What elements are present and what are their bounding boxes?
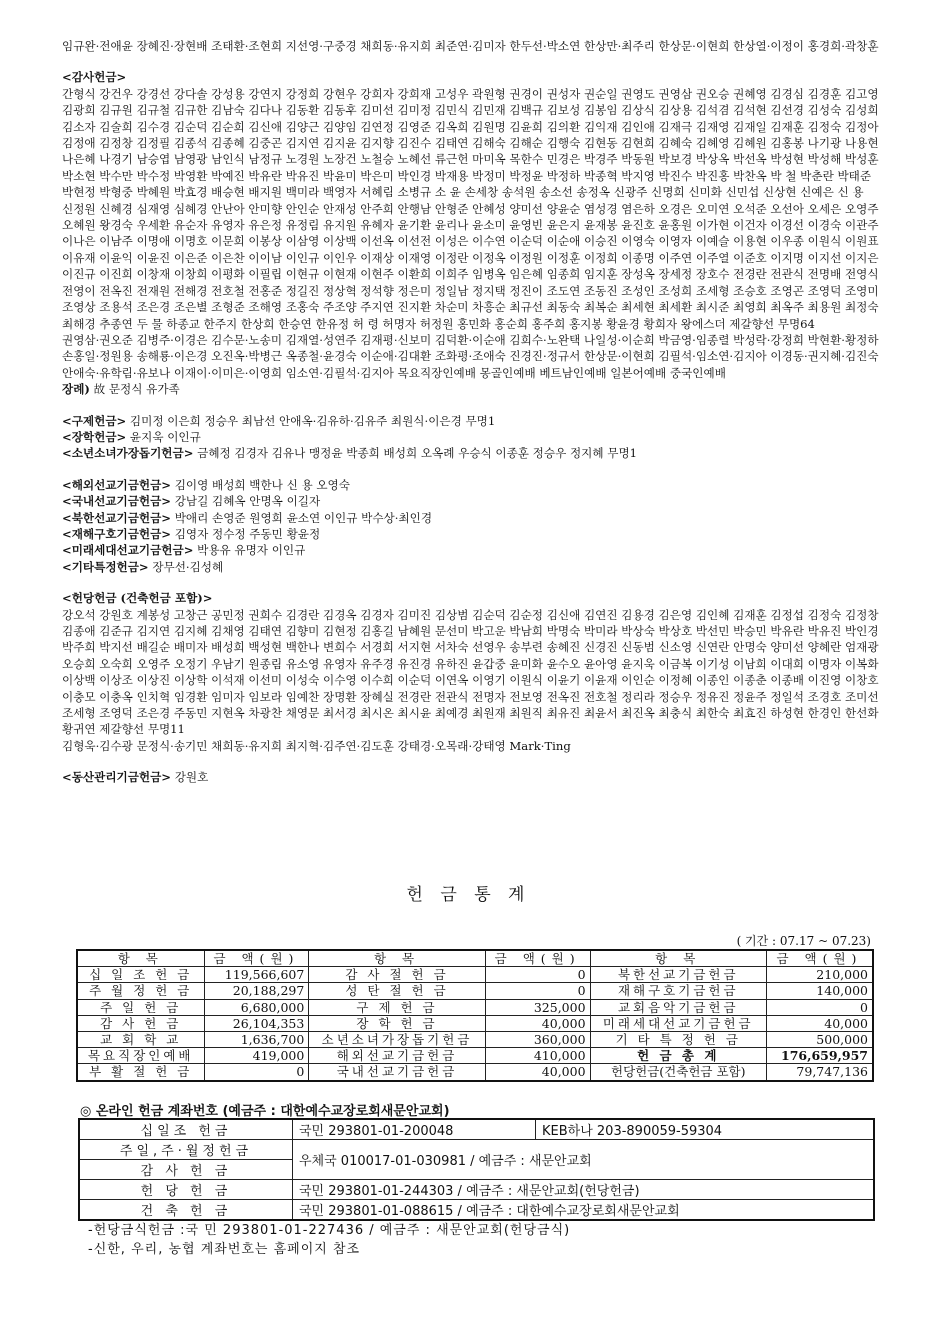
item-cell: 국내선교기금헌금 xyxy=(309,1064,485,1081)
table-row xyxy=(77,1031,873,1047)
item-cell: 교 회 학 교 xyxy=(77,1031,204,1047)
amount-cell: 0 xyxy=(204,1064,309,1081)
fund-text: 김영자 정수정 주동민 황윤정 xyxy=(174,526,321,541)
group-label: <장학헌금> xyxy=(62,429,127,444)
account-item: 건 축 헌 금 xyxy=(79,1200,293,1221)
column-header: 금 액(원) xyxy=(485,950,590,967)
funeral-text: 故 문정식 유가족 xyxy=(93,382,180,397)
group-line xyxy=(62,445,882,461)
table-row xyxy=(77,999,873,1015)
item-cell: 해외선교기금헌금 xyxy=(309,1048,485,1064)
amount-cell: 500,000 xyxy=(766,1031,873,1047)
account-number: 국민 293801-01-244303 / 예금주 : 새문안교회(헌당헌금) xyxy=(293,1180,875,1200)
account-row xyxy=(79,1140,874,1160)
fund-label: <재해구호기금헌금> xyxy=(62,526,172,541)
group-label: <구제헌금> xyxy=(62,413,127,428)
gamsa-names: 간형식 강건우 강경선 강다솔 강성용 강연지 강정희 강현우 강희자 강희재 고성우 곽원형 권경이 권성자 권순일 권영도 권영삼 권오승 권혜영 김경심 김경훈 김고영 김광희 김규원 김규철 김규한 김남숙 김다나 김동환 김동후 김미선 김미정 김민식 김민재 김백규 김보성 김봉임 김상식 김상용 김석겸 김석현 김선경 김성숙 김성희 김소자 김술희 김수경 김순덕 김순희 김신애 김양근 김양임 김연정 김영준 김옥희 김원명 김윤희 김의환 김익재 김인애 김재극 김재영 김재일 김재훈 김정숙 김정아 김정애 김정창 김정필 김종석 김종혜 김중곤 김지연 김지윤 김지향 김진수 김태연 김해숙 김해순 김행숙 김현동 김현희 김혜숙 김혜영 김혜원 김홍봉 나기광 나용현 나은혜 나경기 남승엽 남영광 남인식 남정규 노경원 노장건 노철승 노혜선 류근헌 마미옥 목한수 민경은 박경주 박동원 박보경 박상옥 박선옥 박성현 박성해 박성훈 박소현 박수만 박수정 박영환 박예진 박유란 박유진 박윤미 박은미 박인경 박재용 박정미 박정윤 박정하 박종혁 박지영 박진수 박진홍 박찬옥 박 철 박춘란 박태준 박현정 박형중 박혜원 박효경 배승현 배지원 백미라 백영자 서혜림 소병규 소 윤 손세창 송석원 송소선 송정옥 신광주 신명희 신미화 신민섭 신상현 신예은 신 용 신정원 신혜경 심재영 심혜경 안난아 안미향 안인순 안재성 안주희 안행남 안형준 안혜성 양미선 양윤순 염성경 염은하 오경은 오미연 오석준 오선아 오세은 오영주 오혜원 왕경숙 우세환 유순자 유영자 유은정 유정림 유지원 유혜자 윤기환 윤리나 윤소미 윤영빈 윤은지 윤재봉 윤진호 윤홍원 이가현 이건자 이경선 이경숙 이관주 이나은 이남주 이명애 이명호 이문희 이봉상 이삼영 이상백 이선옥 이선전 이성은 이수연 이순덕 이순애 이승진 이영숙 이영자 이예슬 이용현 이우종 이원식 이원표 이유재 이윤익 이윤진 이은준 이은찬 이이남 이인규 이인우 이재상 이재영 이정란 이정옥 이정원 이정훈 이정희 이종명 이주연 이주열 이준호 이지명 이지선 이지은 이진규 이진희 이창재 이창희 이평화 이필립 이현규 이현재 이현주 이환희 이희주 임병옥 임은혜 임종희 임지훈 장성옥 장세정 장호수 전경란 전관식 전명배 전영식 전영이 전옥진 전재원 전해경 전호철 전홍준 정길진 정상혁 정석향 정은미 정일남 정지택 정진이 조도연 조동진 조성인 조성희 조세형 조승호 조영곤 조영덕 조영미 조영상 조용석 조은경 조은별 조형준 조해영 조홍숙 주조양 주지연 진지환 차순미 차흥순 최규선 최동숙 최복순 최세현 최세환 최시준 최영희 최옥주 최용원 최정숙 최해경 추종연 두 물 하종교 한주지 한상희 한승연 한유정 허 령 허명자 허정원 홍민화 홍순희 홍주희 홍지봉 황윤경 황희자 왕에스더 제갈향선 무명64 xyxy=(62,86,879,331)
column-header: 금 액(원) xyxy=(204,950,309,967)
gamsa-couples: 권영삼·권오준 김병주·이경은 김수문·노송미 김재열·성연주 김재평·신보미 김덕환·이순애 김희수·노완택 나일성·이순희 박금영·임종렬 박성락·강정희 박현환·황정하 손홍일·정원용 송해룡·이은경 오진옥·박병근 옥종철·윤경숙 이순애·김대환 조화평·조애숙 진경진·정규서 한상문·이현희 김필석·임소연·김지아 이경동·권지혜·김진숙 안애숙·유학림·유보나 이재이·이미은·이영희 임소연·김필석·김지아 목요직장인예배 몽골인예배 베트남인예배 일본어예배 중국인예배 xyxy=(62,332,879,380)
amount-cell: 410,000 xyxy=(485,1048,590,1064)
group-line xyxy=(62,413,882,429)
table-row xyxy=(77,1048,873,1064)
dongsan-section xyxy=(62,769,882,785)
group-text: 금혜정 김경자 김유나 맹정윤 박종희 배성희 오옥례 우승식 이종훈 정승우 정지혜 무명1 xyxy=(197,446,638,461)
offering-stats-table xyxy=(76,949,874,1082)
column-header: 항 목 xyxy=(309,950,485,967)
account-number: 국민 293801-01-200048 xyxy=(293,1119,536,1140)
fund-text: 김이영 배성희 백한나 신 용 오영숙 xyxy=(174,477,350,492)
table-row xyxy=(77,983,873,999)
fund-text: 장무선·김성혜 xyxy=(152,559,224,574)
account-item: 헌 당 헌 금 xyxy=(79,1180,293,1200)
group-line xyxy=(62,429,882,445)
fund-label: <국내선교기금헌금> xyxy=(62,494,172,509)
account-number: 우체국 010017-01-030981 / 예금주 : 새문안교회 xyxy=(293,1140,875,1180)
dongsan-text: 강원호 xyxy=(174,770,209,785)
amount-cell: 20,188,297 xyxy=(204,983,309,999)
column-header: 금 액(원) xyxy=(766,950,873,967)
column-header: 항 목 xyxy=(77,950,204,967)
fund-line xyxy=(62,510,882,526)
dongsan-line xyxy=(62,769,882,785)
account-row xyxy=(79,1200,874,1221)
amount-cell: 0 xyxy=(485,983,590,999)
amount-cell: 26,104,353 xyxy=(204,1015,309,1031)
column-header: 항 목 xyxy=(590,950,766,967)
item-cell: 구 제 헌 금 xyxy=(309,999,485,1015)
item-cell: 미래세대선교기금헌금 xyxy=(590,1015,766,1031)
account-note: -헌당금식헌금 :국 민 293801-01-227436 / 예금주 : 새문안교회(헌당금식) xyxy=(88,1223,571,1238)
offering-list xyxy=(62,38,882,786)
item-cell: 교회음악기금헌금 xyxy=(590,999,766,1015)
amount-cell: 360,000 xyxy=(485,1031,590,1047)
amount-cell: 119,566,607 xyxy=(204,967,309,983)
account-item: 십일조 헌금 xyxy=(79,1119,293,1140)
amount-cell: 6,680,000 xyxy=(204,999,309,1015)
online-account-title: ◎ 온라인 헌금 계좌번호 (예금주 : 대한예수교장로회새문안교회) xyxy=(80,1104,450,1119)
funeral-label: 장례) xyxy=(62,382,90,397)
account-number: 국민 293801-01-088615 / 예금주 : 대한예수교장로회새문안교회 xyxy=(293,1200,875,1221)
table-row xyxy=(77,967,873,983)
item-cell: 부 활 절 헌 금 xyxy=(77,1064,204,1081)
item-cell: 장 학 헌 금 xyxy=(309,1015,485,1031)
item-cell: 헌당헌금(건축헌금 포함) xyxy=(590,1064,766,1081)
account-note: -신한, 우리, 농협 계좌번호는 홈페이지 참조 xyxy=(88,1242,361,1257)
total-label-cell: 헌 금 총 계 xyxy=(590,1048,766,1064)
item-cell: 감 사 헌 금 xyxy=(77,1015,204,1031)
amount-cell: 419,000 xyxy=(204,1048,309,1064)
item-cell: 북한선교기금헌금 xyxy=(590,967,766,983)
total-amount-cell: 176,659,957 xyxy=(766,1048,873,1064)
account-item: 감 사 헌 금 xyxy=(79,1160,293,1180)
group-text: 윤지욱 이인규 xyxy=(129,429,201,444)
fund-text: 강남길 김혜옥 안명옥 이길자 xyxy=(174,494,321,509)
funds-section xyxy=(62,477,882,575)
heondang-section xyxy=(62,590,882,754)
item-cell: 주 월 정 헌 금 xyxy=(77,983,204,999)
amount-cell: 40,000 xyxy=(766,1015,873,1031)
item-cell: 소년소녀가장돕기헌금 xyxy=(309,1031,485,1047)
group-text: 김미정 이은희 정승우 최남선 안애옥·김유하·김유주 최원식·이은경 무명1 xyxy=(129,413,496,428)
item-cell: 감 사 절 헌 금 xyxy=(309,967,485,983)
intro-names: 임규완·전애윤 장혜진·장현배 조태환·조현희 지선영·구중경 채희동·유지희 최준연·김미자 한두선·박소연 한상만·최주리 한상문·이현희 한상열·이정이 홍경희·곽창훈 xyxy=(62,39,879,53)
group-label: <소년소녀가장돕기헌금> xyxy=(62,446,194,461)
fund-line xyxy=(62,559,882,575)
fund-label: <기타특정헌금> xyxy=(62,559,149,574)
fund-line xyxy=(62,526,882,542)
fund-line xyxy=(62,493,882,509)
funeral-line xyxy=(62,381,882,397)
stats-title: 헌 금 통 계 xyxy=(406,885,531,905)
account-table xyxy=(78,1118,875,1221)
groups-section xyxy=(62,413,882,462)
account-row xyxy=(79,1119,874,1140)
amount-cell: 0 xyxy=(766,999,873,1015)
amount-cell: 140,000 xyxy=(766,983,873,999)
amount-cell: 40,000 xyxy=(485,1015,590,1031)
item-cell: 성 탄 절 헌 금 xyxy=(309,983,485,999)
amount-cell: 79,747,136 xyxy=(766,1064,873,1081)
fund-line xyxy=(62,477,882,493)
amount-cell: 210,000 xyxy=(766,967,873,983)
table-row xyxy=(77,1064,873,1081)
stats-period: ( 기간 : 07.17 ~ 07.23) xyxy=(736,934,871,948)
heondang-label: <헌당헌금 (건축헌금 포함)> xyxy=(62,591,213,606)
table-header-row xyxy=(77,950,873,967)
fund-line xyxy=(62,542,882,558)
gamsa-label: <감사헌금> xyxy=(62,70,127,85)
heondang-couples: 김형욱·김수광 문정식·송기민 채희동·유지희 최지혁·김주연·김도훈 강태경·오목래·강태영 Mark·Ting xyxy=(62,738,571,753)
fund-label: <해외선교기금헌금> xyxy=(62,477,172,492)
heondang-names: 강오석 강원호 계봉성 고창근 공민정 권희수 김경란 김경옥 김경자 김미진 김상범 김순덕 김순정 김신애 김연진 김용경 김은영 김인혜 김재훈 김정섭 김정숙 김정창 김종애 김준규 김지연 김지혜 김채영 김태연 김향미 김현정 김홍길 남혜원 문선미 박고운 박남희 박명숙 박미라 박상숙 박상호 박선민 박승민 박유란 박유진 박인경 박주희 박지선 배길순 배미자 배성희 백성현 백한나 변희수 서경희 서지현 서차숙 선영우 송부련 송혜진 신경진 신동범 신소영 신연란 안명숙 양미선 양혜란 엄재광 오승희 오숙희 오영주 오정기 우남기 원종림 유소영 유영자 유주경 유진경 유하진 윤갑중 윤미화 윤수오 윤아영 윤지욱 이금복 이기성 이남희 이대희 이명자 이복화 이상백 이상조 이상진 이상학 이석재 이선미 이성숙 이수영 이수희 이순덕 이연옥 이영기 이원식 이윤기 이윤재 이인순 이정혜 이종인 이종춘 이종배 이진영 이창호 이충모 이충옥 인치혁 임경환 임미자 임보라 임예찬 장명환 장혜실 전경란 전관식 전명자 전보영 전옥진 전호철 정리라 정승우 정유진 정윤주 정일석 조경호 조미선 조세형 조영덕 조은경 주동민 지현옥 차광찬 채영문 최서경 최시온 최시윤 최예경 최원재 최원직 최유진 최윤서 최진옥 최충식 최한숙 최효진 하성현 한경인 한선화 황귀연 제갈향선 무명11 xyxy=(62,607,879,737)
amount-cell: 40,000 xyxy=(485,1064,590,1081)
item-cell: 목요직장인예배 xyxy=(77,1048,204,1064)
amount-cell: 325,000 xyxy=(485,999,590,1015)
fund-text: 박애리 손영준 원영희 윤소연 이인규 박수상·최인경 xyxy=(174,510,433,525)
dongsan-label: <동산관리기금헌금> xyxy=(62,770,172,785)
amount-cell: 1,636,700 xyxy=(204,1031,309,1047)
gamsa-section xyxy=(62,69,882,397)
item-cell: 기 타 특 정 헌 금 xyxy=(590,1031,766,1047)
account-row xyxy=(79,1180,874,1200)
fund-label: <북한선교기금헌금> xyxy=(62,510,172,525)
fund-label: <미래세대선교기금헌금> xyxy=(62,543,194,558)
table-row xyxy=(77,1015,873,1031)
item-cell: 십 일 조 헌 금 xyxy=(77,967,204,983)
account-number: KEB하나 203-890059-59304 xyxy=(536,1119,875,1140)
fund-text: 박용유 유명자 이인규 xyxy=(197,543,306,558)
account-item: 주일,주·월정헌금 xyxy=(79,1140,293,1160)
item-cell: 주 일 헌 금 xyxy=(77,999,204,1015)
amount-cell: 0 xyxy=(485,967,590,983)
item-cell: 재해구호기금헌금 xyxy=(590,983,766,999)
